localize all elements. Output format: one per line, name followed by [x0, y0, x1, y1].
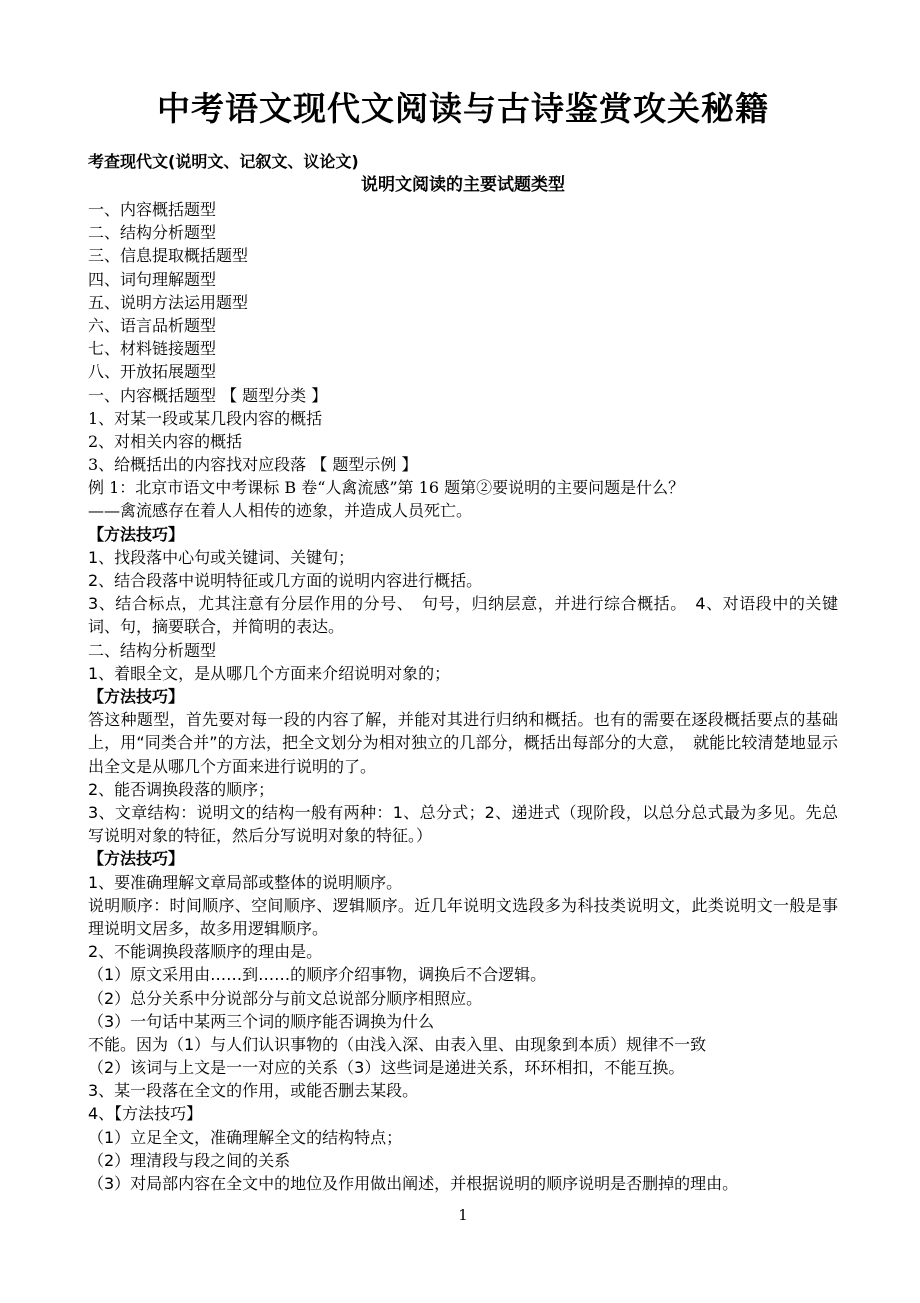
tips-heading: 【方法技巧】 [88, 686, 185, 706]
part2-heading: 二、结构分析题型 [88, 640, 217, 660]
document-title: 中考语文现代文阅读与古诗鉴赏攻关秘籍 [157, 89, 769, 128]
tips-paragraph: 答这种题型，首先要对每一段的内容了解，并能对其进行归纳和概括。也有的需要在逐段概括要点的基础上，用“同类合并”的方法，把全文划分为相对独立的几部分，概括出每部分的大意， 就能比较清楚地显示出全文是从哪几个方面来进行说明的了。 [88, 710, 838, 776]
part2-question: 2、能否调换段落的顺序； [88, 779, 275, 799]
question-type-item: 一、内容概括题型 [88, 200, 217, 219]
tips-heading: 4、【方法技巧】 [88, 1104, 203, 1124]
tips-heading: 【方法技巧】 [88, 849, 185, 869]
tip-item-combined: 3、结合标点，尤其注意有分层作用的分号、 句号，归纳层意，并进行综合概括。 4、对语段中的关键词、句，摘要联合，并简明的表达。 [88, 594, 838, 637]
reason-item: （1）原文采用由……到……的顺序介绍事物，调换后不合逻辑。 [88, 965, 547, 985]
tip-item: 1、找段落中心句或关键词、关键句； [88, 547, 355, 567]
question-type-item: 八、开放拓展题型 [88, 362, 217, 382]
reason-item: （2）总分关系中分说部分与前文总说部分顺序相照应。 [88, 988, 483, 1008]
question-type-item: 五、说明方法运用题型 [88, 292, 249, 312]
question-type-item: 三、信息提取概括题型 [88, 246, 249, 266]
tip-item: 1、要准确理解文章局部或整体的说明顺序。 [88, 872, 403, 892]
part2-question: 1、着眼全文，是从哪几个方面来介绍说明对象的； [88, 663, 451, 683]
tip-item: （1）立足全文，准确理解全文的结构特点； [88, 1127, 403, 1147]
part1-item: 2、对相关内容的概括 [88, 431, 243, 451]
question-type-item: 四、词句理解题型 [88, 269, 217, 289]
question-type-item: 七、材料链接题型 [88, 339, 217, 359]
part2-question: 3、某一段落在全文的作用，或能否删去某段。 [88, 1081, 419, 1101]
tip-item: （3）对局部内容在全文中的地位及作用做出阐述，并根据说明的顺序说明是否删掉的理由。 [88, 1174, 739, 1194]
subheading: 考查现代文(说明文、记叙文、议论文) [88, 152, 359, 171]
document-page [88, 0, 838, 1303]
part1-heading: 一、内容概括题型 【 题型分类 】 [88, 385, 328, 405]
tip-item: （2）理清段与段之间的关系 [88, 1150, 291, 1170]
document-body [88, 198, 838, 1195]
question-type-item: 六、语言品析题型 [88, 315, 217, 335]
part2-question: 3、文章结构：说明文的结构一般有两种：1、总分式；2、递进式（现阶段，以总分总式最为多见。先总写说明对象的特征，然后分写说明对象的特征。） [88, 802, 838, 846]
section-title: 说明文阅读的主要试题类型 [361, 175, 565, 195]
reason-answer: 不能。因为（1）与人们认识事物的（由浅入深、由表入里、由现象到本质）规律不一致 [88, 1034, 707, 1054]
part1-item: 1、对某一段或某几段内容的概括 [88, 408, 323, 428]
example-question: 例 1：北京市语文中考课标 B 卷“人禽流感”第 16 题第②要说明的主要问题是什么？ [88, 478, 685, 498]
part1-item: 3、给概括出的内容找对应段落 【 题型示例 】 [88, 455, 418, 475]
reason-answer: （2）该词与上文是一一对应的关系（3）这些词是递进关系，环环相扣，不能互换。 [88, 1058, 685, 1078]
example-answer: ——禽流感存在着人人相传的迹象，并造成人员死亡。 [88, 501, 473, 521]
reason-item: （3）一句话中某两三个词的顺序能否调换为什么 [88, 1011, 435, 1031]
tip-item: 2、不能调换段落顺序的理由是。 [88, 942, 323, 962]
tip-item: 2、结合段落中说明特征或几方面的说明内容进行概括。 [88, 571, 483, 590]
order-paragraph: 说明顺序：时间顺序、空间顺序、逻辑顺序。近几年说明文选段多为科技类说明文，此类说明文一般是事理说明文居多，故多用逻辑顺序。 [88, 895, 838, 938]
tips-heading: 【方法技巧】 [88, 524, 185, 544]
question-type-item: 二、结构分析题型 [88, 223, 217, 243]
page-number: 1 [458, 1206, 468, 1224]
